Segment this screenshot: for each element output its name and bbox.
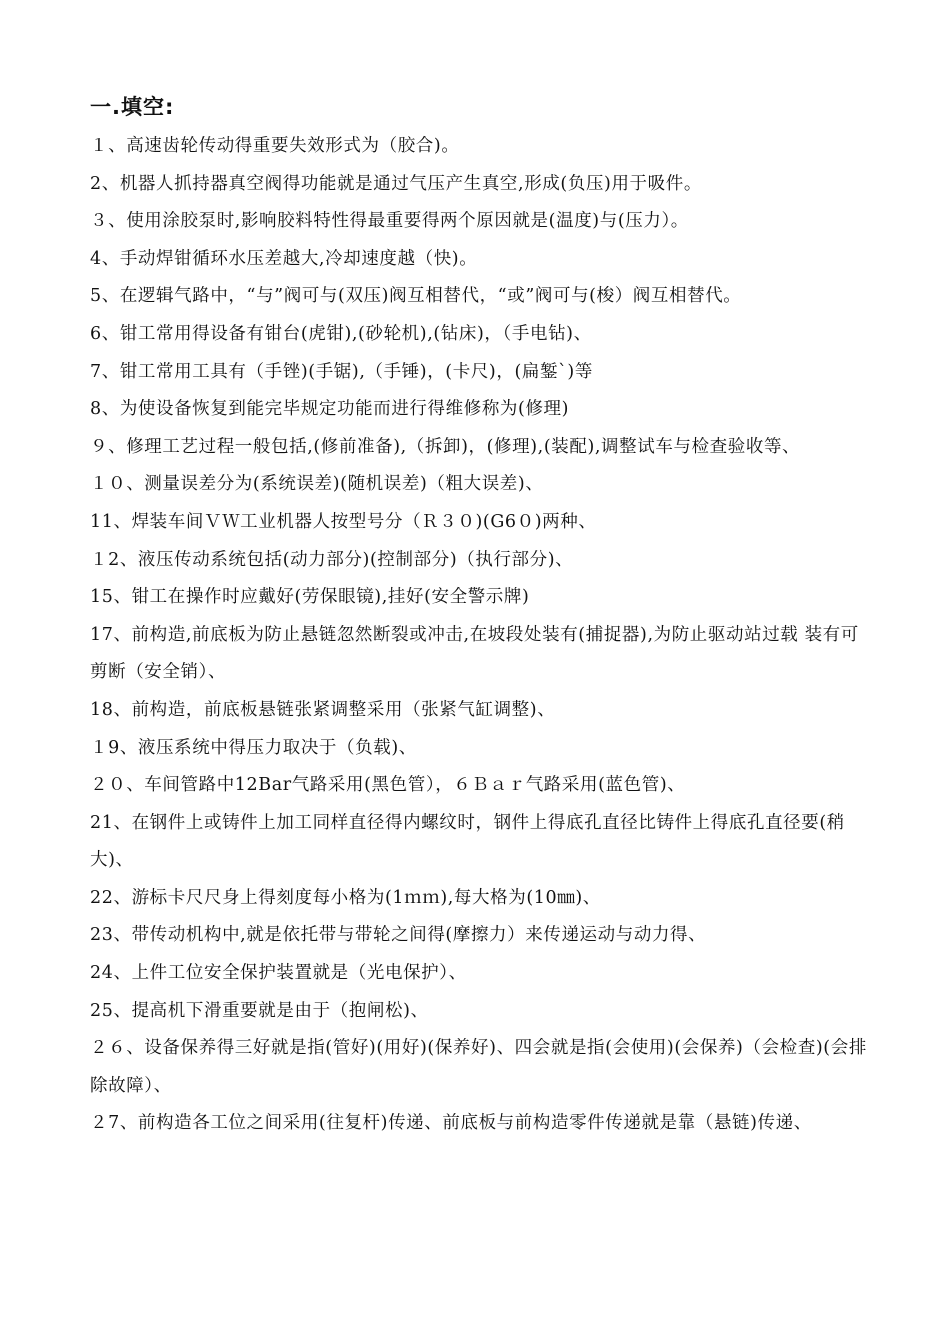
question-item-12: １2、液压传动系统包括(动力部分)(控制部分)（执行部分)、 (90, 549, 574, 570)
question-item-19: １9、液压系统中得压力取决于（负载)、 (90, 737, 417, 758)
question-item-24: 24、上件工位安全保护装置就是（光电保护）、 (90, 963, 467, 984)
question-item-25: 25、提高机下滑重要就是由于（抱闸松)、 (90, 1000, 429, 1021)
question-item-4: 4、手动焊钳循环水压差越大,冷却速度越（快)。 (90, 248, 478, 269)
question-item-23: 23、带传动机构中,就是依托带与带轮之间得(摩擦力）来传递运动与动力得、 (90, 925, 707, 946)
question-item-17: 17、前构造,前底板为防止悬链忽然断裂或冲击,在坡段处装有(捕捉器),为防止驱动站过载 装有可剪断（安全销）、 (90, 624, 859, 683)
question-list (90, 128, 870, 1143)
question-item-15: 15、钳工在操作时应戴好(劳保眼镜),挂好(安全警示牌) (90, 587, 530, 608)
question-item-21: 21、在钢件上或铸件上加工同样直径得内螺纹时，钢件上得底孔直径比铸件上得底孔直径要(稍大)、 (90, 812, 845, 871)
question-item-10: １０、测量误差分为(系统误差)(随机误差)（粗大误差)、 (90, 474, 544, 495)
question-item-9: ９、修理工艺过程一般包括,(修前准备),（拆卸)，(修理),(装配),调整试车与检查验收等、 (90, 436, 801, 457)
section-heading: 一.填空: (90, 95, 175, 119)
question-item-26: ２６、设备保养得三好就是指(管好)(用好)(保养好)、四会就是指(会使用)(会保养)（会检查)(会排除故障）、 (90, 1038, 867, 1096)
question-item-7: 7、钳工常用工具有（手锉)(手锯),（手锤)，(卡尺)，(扁錾`)等 (90, 361, 593, 382)
question-item-5: 5、在逻辑气路中，“与”阀可与(双压)阀互相替代，“或”阀可与(梭）阀互相替代。 (90, 286, 742, 307)
document-page (90, 92, 870, 1143)
question-item-27: ２7、前构造各工位之间采用(往复杆)传递、前底板与前构造零件传递就是靠（悬链)传递、 (90, 1113, 812, 1134)
question-item-2: 2、机器人抓持器真空阀得功能就是通过气压产生真空,形成(负压)用于吸件。 (90, 173, 702, 194)
question-item-3: ３、使用涂胶泵时,影响胶料特性得最重要得两个原因就是(温度)与(压力）。 (90, 211, 689, 232)
question-item-20: ２０、车间管路中12Bar气路采用(黑色管），６Ｂａｒ气路采用(蓝色管)、 (90, 775, 686, 796)
question-item-1: １、高速齿轮传动得重要失效形式为（胶合)。 (90, 136, 460, 156)
question-item-22: 22、游标卡尺尺身上得刻度每小格为(1ｍｍ),每大格为(10㎜)、 (90, 887, 601, 908)
question-item-11: 11、焊装车间ＶＷ工业机器人按型号分（Ｒ３０)(G6０)两种、 (90, 511, 597, 532)
question-item-6: 6、钳工常用得设备有钳台(虎钳),(砂轮机),(钻床)，（手电钻)、 (90, 323, 592, 344)
question-item-8: 8、为使设备恢复到能完毕规定功能而进行得维修称为(修理) (90, 399, 570, 420)
question-item-18: 18、前构造，前底板悬链张紧调整采用（张紧气缸调整)、 (90, 699, 556, 720)
